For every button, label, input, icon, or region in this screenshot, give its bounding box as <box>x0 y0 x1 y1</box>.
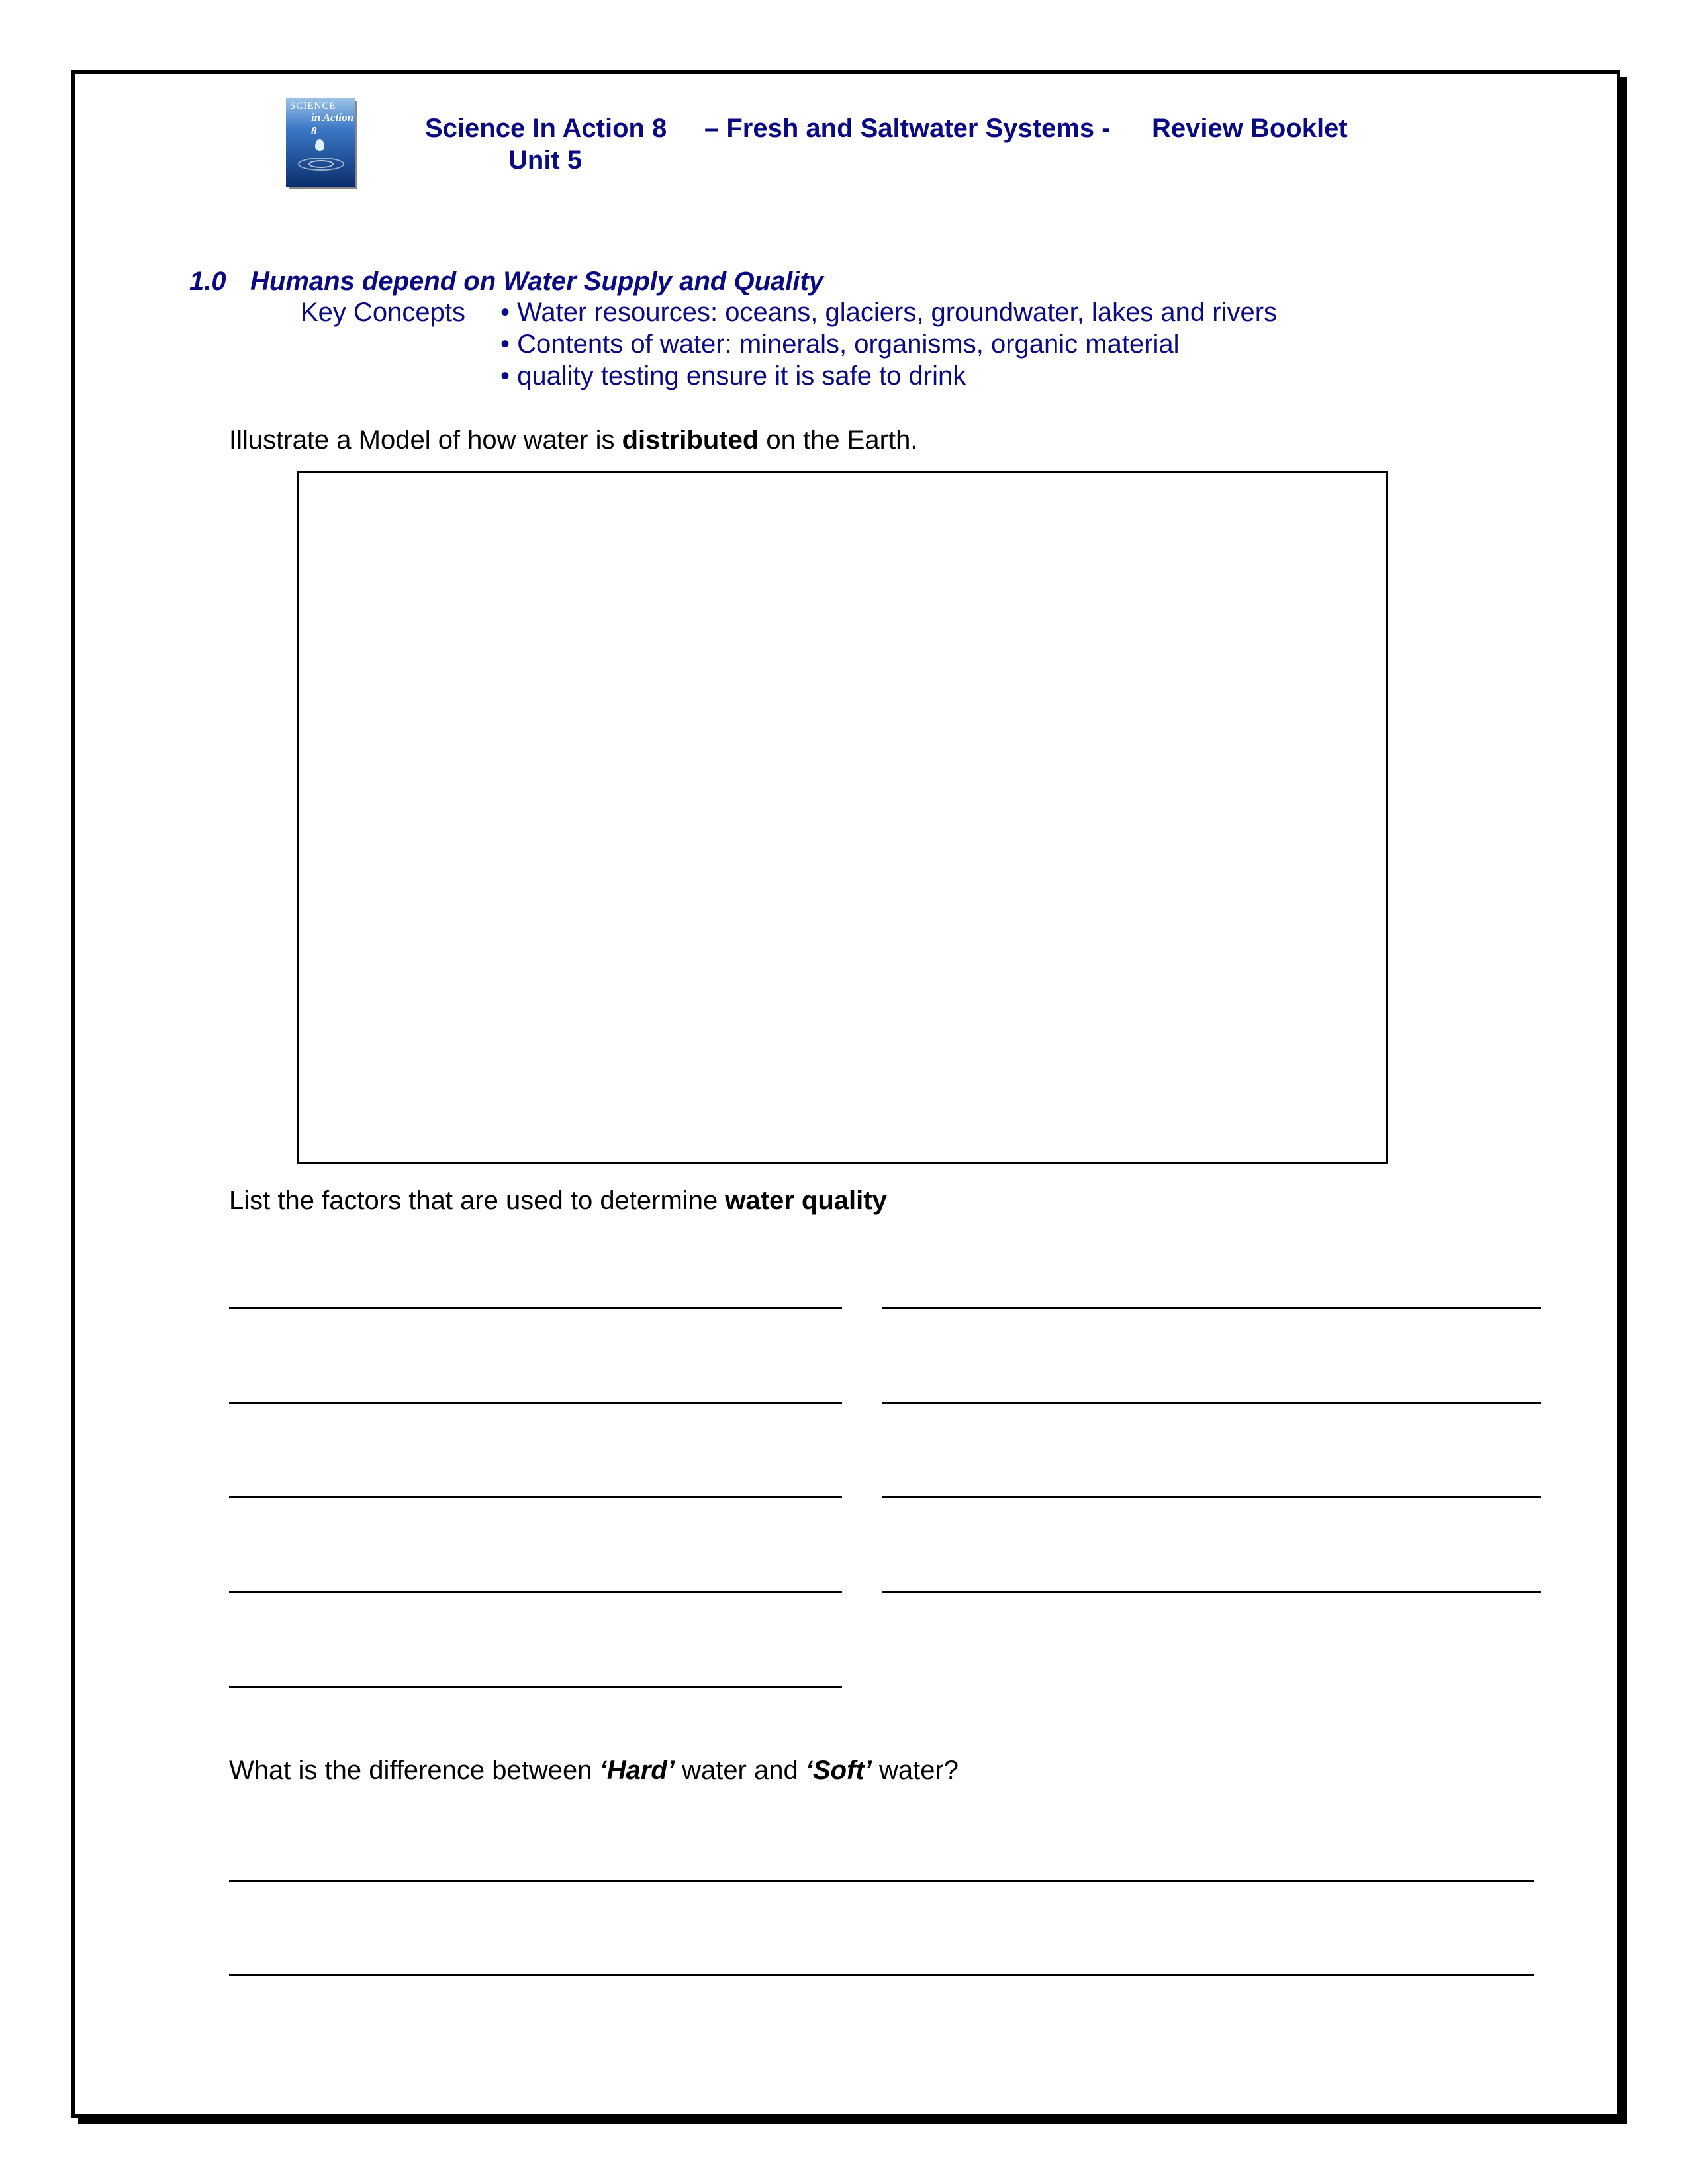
water-drop-icon <box>315 139 324 151</box>
answer-line[interactable] <box>882 1307 1541 1309</box>
answer-line[interactable] <box>882 1496 1541 1498</box>
answer-line[interactable] <box>229 1880 1534 1882</box>
header-title-part3: Review Booklet <box>1152 114 1348 143</box>
cover-title-bottom: in Action 8 <box>311 111 354 137</box>
question-emphasis: ‘Hard’ <box>599 1756 675 1785</box>
answer-line[interactable] <box>882 1591 1541 1593</box>
section-title: Humans depend on Water Supply and Quality <box>250 267 824 296</box>
ripple-inner-icon <box>308 160 334 168</box>
answer-line[interactable] <box>229 1974 1534 1976</box>
answer-line[interactable] <box>229 1307 842 1309</box>
header-title-part2: – Fresh and Saltwater Systems - <box>704 114 1111 143</box>
question-text: List the factors that are used to determine <box>229 1186 726 1215</box>
section-heading <box>189 267 823 296</box>
question-emphasis: distributed <box>622 426 759 455</box>
question-water-quality <box>229 1186 887 1216</box>
header-title-part1: Science In Action 8 <box>425 114 667 143</box>
question-distribution <box>229 426 917 455</box>
key-concept-item: • quality testing ensure it is safe to drink <box>500 361 966 390</box>
question-text: What is the difference between <box>229 1756 600 1785</box>
key-concept-item: • Contents of water: minerals, organisms, organic material <box>500 330 1180 359</box>
answer-line[interactable] <box>229 1496 842 1498</box>
question-text: Illustrate a Model of how water is <box>229 426 622 455</box>
key-concept-item: • Water resources: oceans, glaciers, groundwater, lakes and rivers <box>500 298 1278 327</box>
question-text: water and <box>674 1756 806 1785</box>
key-concepts-label: Key Concepts <box>301 298 466 327</box>
question-emphasis: water quality <box>725 1186 887 1215</box>
header-unit: Unit 5 <box>508 146 583 175</box>
section-number: 1.0 <box>189 267 226 296</box>
question-text: on the Earth. <box>759 426 918 455</box>
answer-line[interactable] <box>229 1402 842 1404</box>
answer-line[interactable] <box>229 1686 842 1688</box>
cover-title-top: SCIENCE <box>290 101 336 111</box>
question-text: water? <box>871 1756 959 1785</box>
question-hard-soft <box>229 1756 959 1786</box>
answer-line[interactable] <box>229 1591 842 1593</box>
question-emphasis: ‘Soft’ <box>805 1756 872 1785</box>
drawing-box[interactable] <box>297 471 1388 1164</box>
book-cover-image <box>286 98 355 187</box>
answer-line[interactable] <box>882 1402 1541 1404</box>
